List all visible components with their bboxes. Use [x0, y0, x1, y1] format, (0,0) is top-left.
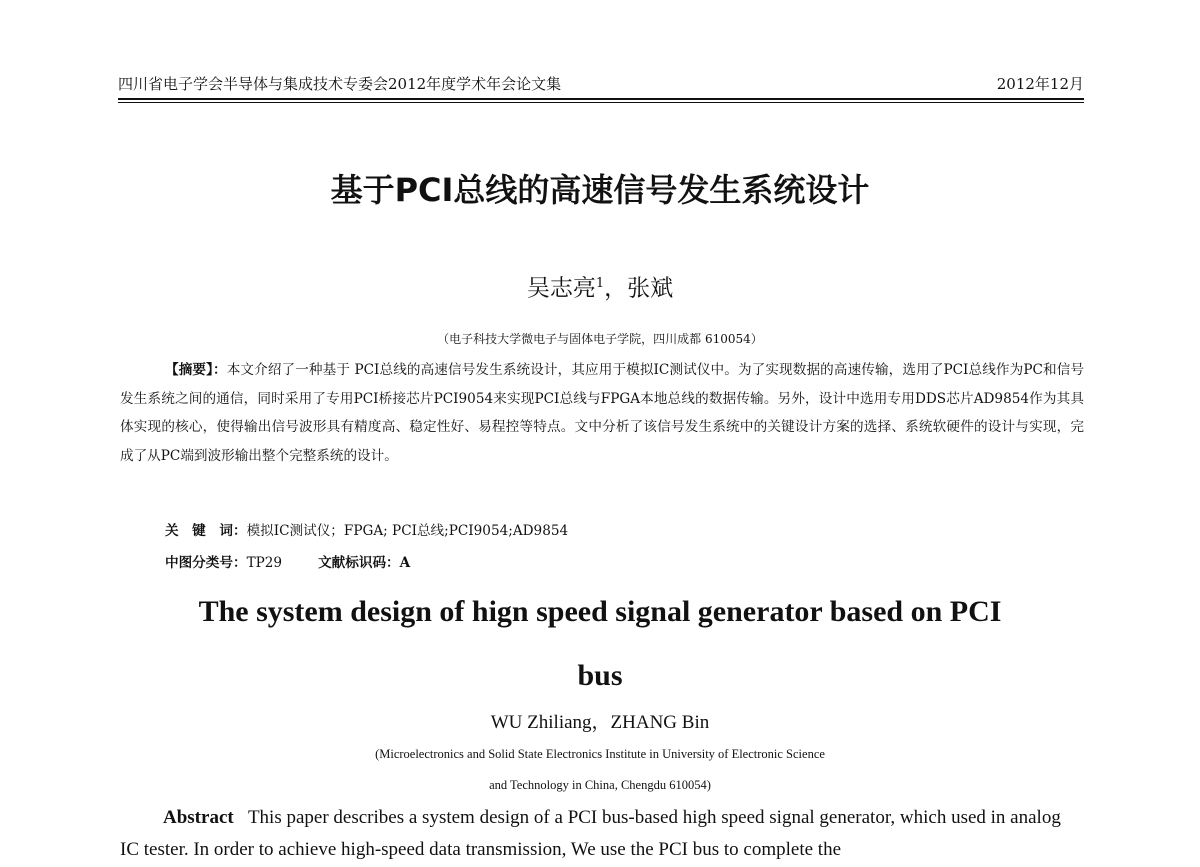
- class-number-value: TP29: [246, 555, 283, 571]
- header-date: 2012年12月: [996, 75, 1084, 93]
- author-1: 吴志亮: [526, 275, 596, 302]
- author-2: 张斌: [627, 275, 674, 302]
- document-code-value: A: [399, 555, 411, 571]
- english-title-line-1: The system design of hign speed signal generator based on PCI: [198, 595, 1002, 628]
- header-proceedings-title: 四川省电子学会半导体与集成技术专委会2012年度学术年会论文集: [118, 75, 562, 93]
- author-separator: ，: [604, 275, 628, 302]
- classification-line: [165, 550, 410, 576]
- english-abstract-label: Abstract: [163, 807, 234, 828]
- english-abstract-text: This paper describes a system design of a PCI bus-based high speed signal generator, which used in analog IC tester. In order to achieve high-speed data transmission, We use the PCI bus to complete the: [120, 807, 1061, 860]
- author-1-affil-mark: 1: [595, 276, 605, 291]
- chinese-abstract: [120, 356, 1084, 470]
- chinese-title: 基于PCI总线的高速信号发生系统设计: [330, 171, 870, 209]
- running-header: [118, 72, 1084, 96]
- chinese-abstract-label: 【摘要】：: [165, 362, 227, 378]
- english-abstract: [120, 802, 1084, 866]
- english-affiliation-line-1: (Microelectronics and Solid State Electronics Institute in University of Electronic Science: [375, 747, 825, 761]
- chinese-authors: [0, 268, 1200, 305]
- keywords-value: 模拟IC测试仪；FPGA; PCI总线;PCI9054;AD9854: [246, 523, 569, 539]
- chinese-abstract-text: 本文介绍了一种基于 PCI总线的高速信号发生系统设计，其应用于模拟IC测试仪中。为了实现数据的高速传输，选用了PCI总线作为PC和信号发生系统之间的通信，同时采用了专用PCI桥接芯片PCI9054来实现PCI总线与FPGA本地总线的数据传输。另外，设计中选用专用DDS芯片AD9854作为其具体实现的核心，使得输出信号波形具有精度高、稳定性好、易程控等特点。文中分析了该信号发生系统中的关键设计方案的选择、系统软硬件的设计与实现，完成了从PC端到波形输出整个完整系统的设计。: [120, 362, 1084, 464]
- class-number-label: 中图分类号：: [165, 555, 247, 571]
- chinese-keywords: [165, 518, 568, 544]
- english-affiliation-line-2: and Technology in China, Chengdu 610054): [489, 778, 711, 792]
- header-rule-thin: [118, 102, 1084, 103]
- keywords-label: 关 键 词：: [165, 523, 247, 539]
- english-title-line-2: bus: [577, 659, 623, 692]
- document-code-label: 文献标识码：: [318, 555, 400, 571]
- header-rule-thick: [118, 98, 1084, 100]
- chinese-affiliation: （电子科技大学微电子与固体电子学院，四川成都 610054）: [437, 332, 763, 346]
- english-authors: WU Zhiliang，ZHANG Bin: [490, 712, 710, 733]
